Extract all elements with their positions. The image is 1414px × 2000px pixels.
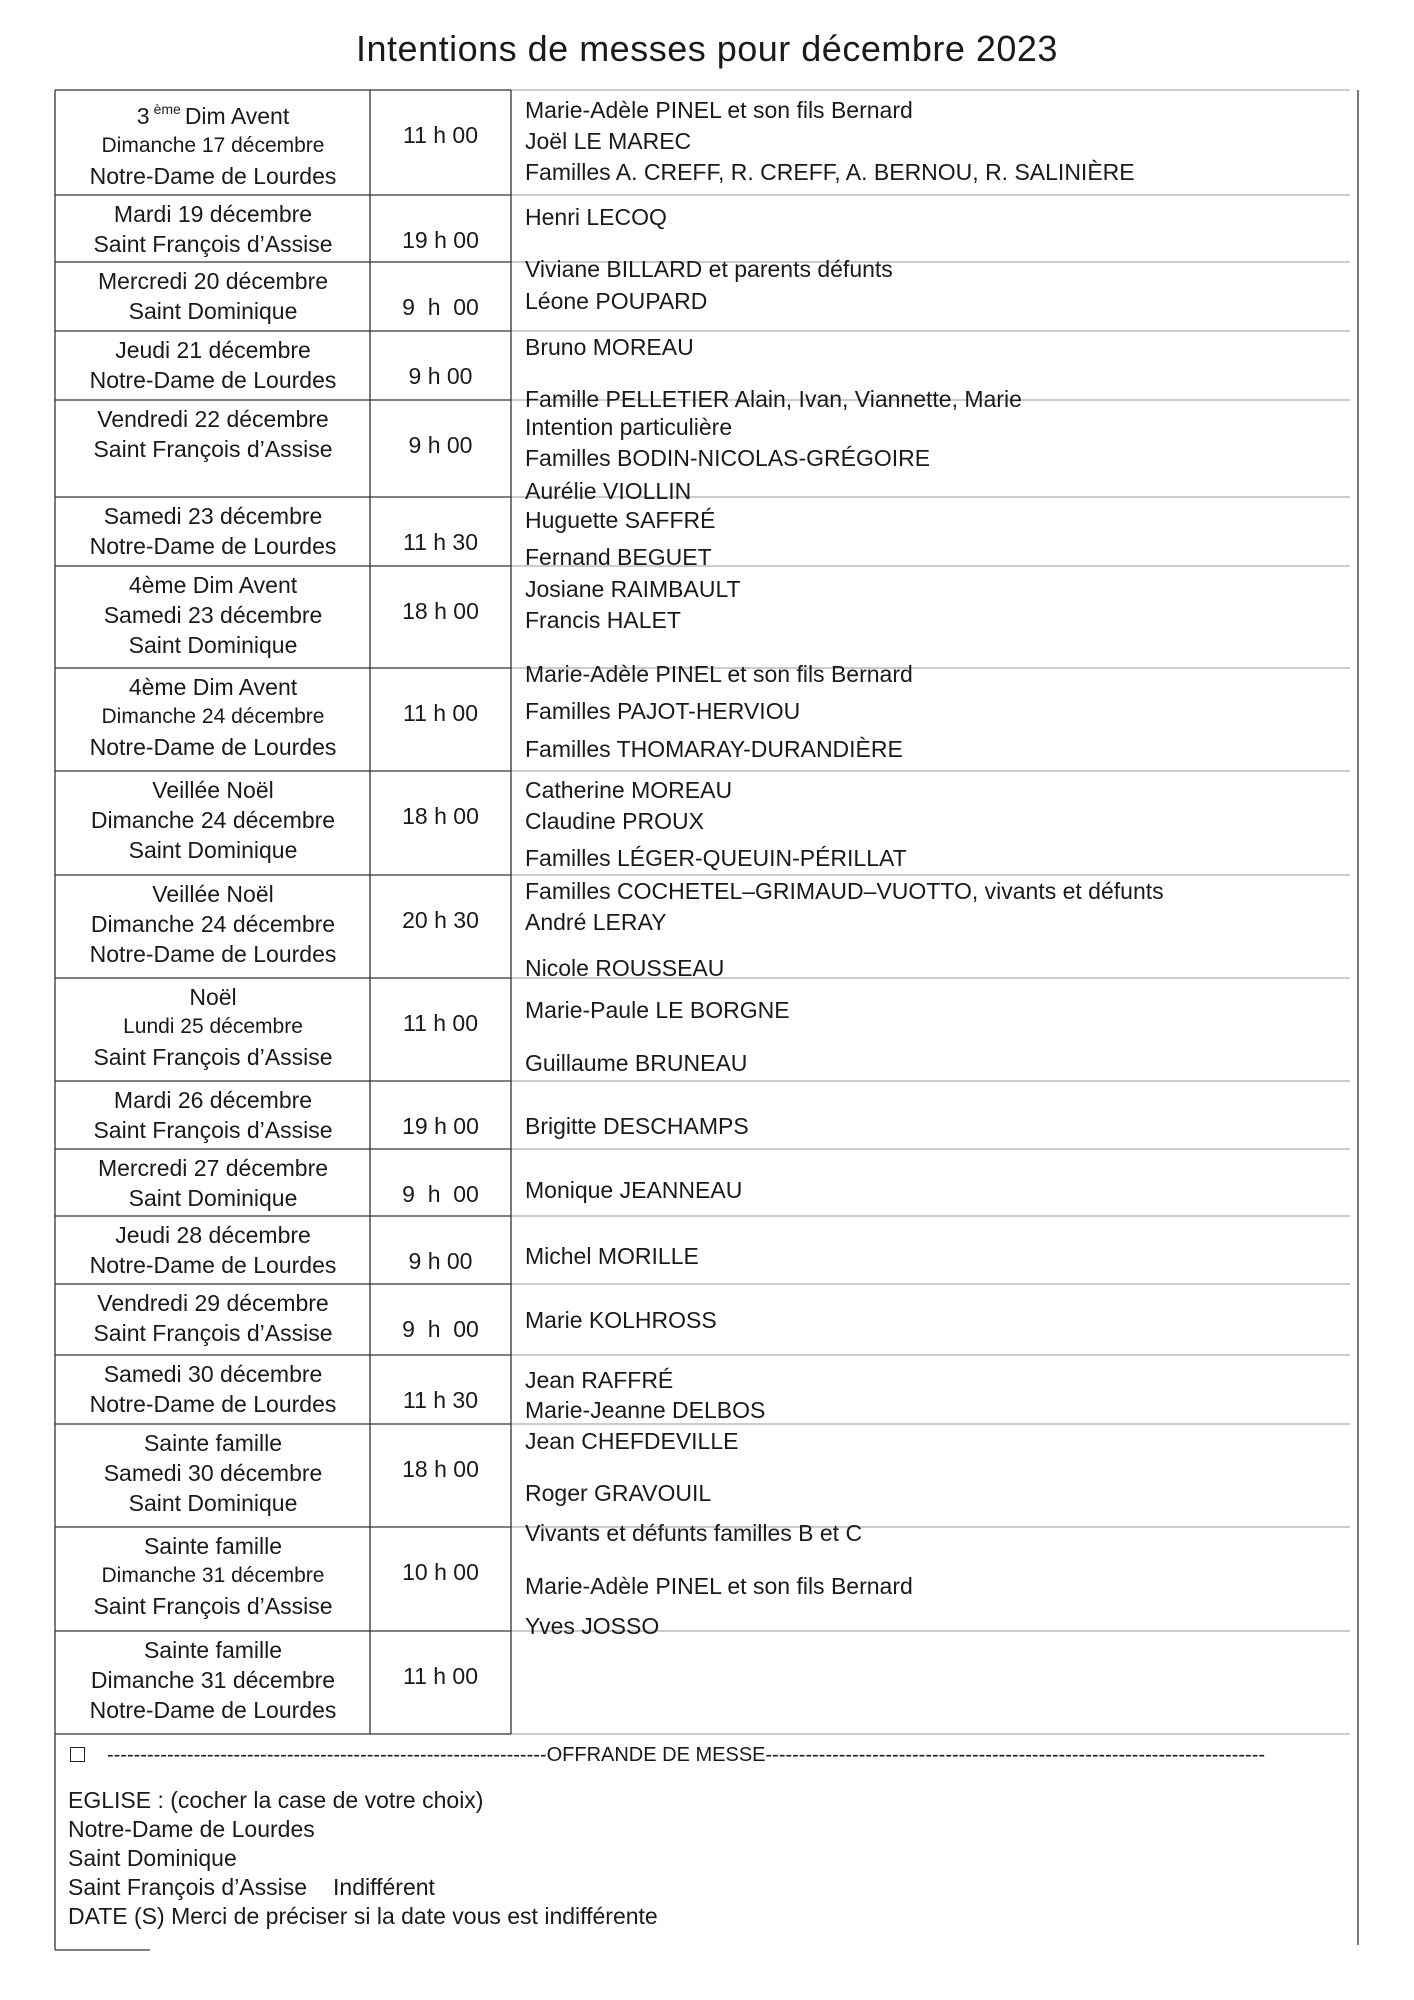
day-line (56, 335, 370, 365)
day-text: Dimanche 24 décembre (90, 911, 336, 937)
day-line (56, 365, 370, 395)
day-line (56, 1250, 370, 1280)
day-line (56, 835, 370, 865)
day-line (56, 1428, 370, 1458)
day-line (56, 531, 370, 561)
intention-line: Fernand BEGUET (525, 544, 712, 570)
day-line (56, 131, 370, 161)
intention-line: Marie-Jeanne DELBOS (525, 1397, 766, 1423)
time-cell: 11 h 00 (402, 1010, 479, 1036)
day-text: Notre-Dame de Lourdes (89, 1391, 337, 1417)
day-text: Sainte famille (143, 1430, 283, 1456)
day-cell (56, 400, 370, 497)
day-cell (56, 1081, 370, 1149)
day-line (56, 939, 370, 969)
day-text: 3 (136, 103, 150, 129)
time-cell: 9 h 00 (408, 1248, 473, 1274)
time-cell: 19 h 00 (402, 227, 479, 253)
time-cell: 20 h 30 (402, 907, 479, 933)
day-line (56, 1220, 370, 1250)
day-cell (56, 771, 370, 875)
day-line (56, 1012, 370, 1042)
day-cell (56, 875, 370, 978)
day-line (56, 434, 370, 464)
day-text: Notre-Dame de Lourdes (89, 1697, 337, 1723)
time-cell: 18 h 00 (402, 598, 479, 624)
day-line (56, 732, 370, 762)
day-cell (56, 1424, 370, 1527)
day-line (56, 1695, 370, 1725)
day-text: Saint François d’Assise (93, 1117, 333, 1143)
day-line (56, 1635, 370, 1665)
day-text: Mardi 26 décembre (113, 1087, 313, 1113)
day-cell (56, 1284, 370, 1355)
day-line (56, 229, 370, 259)
day-cell (56, 90, 370, 195)
time-cell: 18 h 00 (402, 803, 479, 829)
day-text: Notre-Dame de Lourdes (89, 734, 337, 760)
day-text: Mercredi 20 décembre (97, 268, 329, 294)
day-cell (56, 978, 370, 1081)
intention-line: Josiane RAIMBAULT (525, 576, 741, 602)
intention-line: Monique JEANNEAU (525, 1177, 743, 1203)
day-line (56, 1665, 370, 1695)
intention-line: Familles A. CREFF, R. CREFF, A. BERNOU, R. SALINIÈRE (525, 159, 1135, 185)
offrande-label: OFFRANDE DE MESSE (546, 1744, 766, 1766)
intention-line: Huguette SAFFRÉ (525, 507, 716, 533)
day-line (56, 600, 370, 630)
day-text: Veillée Noël (152, 881, 274, 907)
intention-line: Jean CHEFDEVILLE (525, 1428, 739, 1454)
time-cell: 11 h 30 (402, 1387, 479, 1413)
day-text: Sainte famille (143, 1533, 283, 1559)
day-line (56, 1085, 370, 1115)
day-line (56, 199, 370, 229)
time-cell: 11 h 00 (402, 700, 479, 726)
day-text: Saint Dominique (128, 1185, 298, 1211)
time-cell: 9 h 00 (402, 1181, 479, 1207)
page-title: Intentions de messes pour décembre 2023 (356, 28, 1058, 69)
dashes-left: ------------------------------------------------------------------ (107, 1744, 547, 1766)
time-cell: 9 h 00 (408, 363, 473, 389)
day-text: Saint François d’Assise (93, 1593, 333, 1619)
time-cell: 9 h 00 (402, 1316, 479, 1342)
intention-line: Joël LE MAREC (525, 128, 692, 154)
intention-line: Claudine PROUX (525, 808, 704, 834)
intention-line: Vivants et défunts familles B et C (525, 1520, 863, 1546)
intention-line: Marie-Paule LE BORGNE (525, 997, 790, 1023)
day-line (56, 630, 370, 660)
day-text: Notre-Dame de Lourdes (89, 163, 337, 189)
day-text: Saint François d’Assise (93, 436, 333, 462)
day-line (56, 1359, 370, 1389)
intention-line: Marie-Adèle PINEL et son fils Bernard (525, 97, 913, 123)
day-text: Veillée Noël (152, 777, 274, 803)
day-text: Vendredi 29 décembre (97, 1290, 329, 1316)
intention-line: Bruno MOREAU (525, 334, 694, 360)
intention-line: Catherine MOREAU (525, 777, 733, 803)
intention-line: Brigitte DESCHAMPS (525, 1113, 749, 1139)
day-line (56, 1488, 370, 1518)
day-cell (56, 497, 370, 566)
day-cell (56, 1149, 370, 1216)
day-text: Samedi 23 décembre (103, 602, 323, 628)
time-cell: 9 h 00 (408, 432, 473, 458)
day-line (56, 1042, 370, 1072)
offrande-form (68, 1786, 658, 1931)
intention-line: Familles PAJOT-HERVIOU (525, 698, 801, 724)
day-text: Dimanche 17 décembre (101, 134, 325, 157)
intention-line: André LERAY (525, 909, 667, 935)
day-cell (56, 195, 370, 262)
day-text: Mardi 19 décembre (113, 201, 313, 227)
intention-line: Léone POUPARD (525, 288, 708, 314)
option-saint-dominique[interactable]: Saint Dominique (68, 1845, 237, 1871)
day-line (56, 94, 370, 131)
day-text: Notre-Dame de Lourdes (89, 533, 337, 559)
day-text: Samedi 23 décembre (103, 503, 323, 529)
day-line (56, 1458, 370, 1488)
intention-line: Marie KOLHROSS (525, 1307, 717, 1333)
intention-line: Viviane BILLARD et parents défunts (525, 256, 893, 282)
day-line (56, 1288, 370, 1318)
day-line (56, 1183, 370, 1213)
day-line (56, 570, 370, 600)
offrande-separator (70, 1740, 1350, 1770)
option-saint-francois[interactable]: Saint François d’Assise (68, 1874, 308, 1900)
time-cell: 19 h 00 (402, 1113, 479, 1139)
day-line (56, 296, 370, 326)
day-text: Mercredi 27 décembre (97, 1155, 329, 1181)
intention-line: Marie-Adèle PINEL et son fils Bernard (525, 661, 913, 687)
day-line (56, 775, 370, 805)
day-line (56, 1389, 370, 1419)
day-text: Saint Dominique (128, 837, 298, 863)
day-line (56, 1531, 370, 1561)
day-cell (56, 262, 370, 331)
day-text: Dimanche 24 décembre (101, 705, 325, 728)
time-cell: 9 h 00 (402, 294, 479, 320)
day-line (56, 1115, 370, 1145)
day-text: Saint Dominique (128, 298, 298, 324)
day-cell (56, 331, 370, 400)
intention-line: Nicole ROUSSEAU (525, 955, 725, 981)
intention-line: Jean RAFFRÉ (525, 1367, 674, 1393)
intention-line: Aurélie VIOLLIN (525, 478, 692, 504)
intention-line: Familles BODIN-NICOLAS-GRÉGOIRE (525, 445, 931, 471)
day-text: Notre-Dame de Lourdes (89, 367, 337, 393)
day-cell (56, 1355, 370, 1424)
day-text: Dimanche 31 décembre (101, 1564, 325, 1587)
day-text: Saint Dominique (128, 1490, 298, 1516)
day-text: Noël (189, 984, 237, 1010)
intention-line: Roger GRAVOUIL (525, 1480, 712, 1506)
intention-line: Familles COCHETEL–GRIMAUD–VUOTTO, vivants et défunts (525, 878, 1164, 904)
day-text-after: Dim Avent (184, 103, 290, 129)
day-line (56, 1318, 370, 1348)
time-cell: 10 h 00 (402, 1559, 479, 1585)
intention-line: Marie-Adèle PINEL et son fils Bernard (525, 1573, 913, 1599)
intention-line: Yves JOSSO (525, 1613, 660, 1639)
intention-line: Guillaume BRUNEAU (525, 1050, 748, 1076)
day-cell (56, 668, 370, 771)
day-text: Notre-Dame de Lourdes (89, 1252, 337, 1278)
intention-line: Francis HALET (525, 607, 681, 633)
day-line (56, 161, 370, 191)
day-text: Vendredi 22 décembre (97, 406, 329, 432)
time-cell: 11 h 00 (402, 122, 479, 148)
day-text: Saint François d’Assise (93, 1044, 333, 1070)
intention-line: Intention particulière (525, 414, 733, 440)
day-line (56, 404, 370, 434)
day-text: Samedi 30 décembre (103, 1361, 323, 1387)
checkbox-icon[interactable] (70, 1747, 85, 1762)
day-text: Saint Dominique (128, 632, 298, 658)
day-text: 4ème Dim Avent (128, 674, 298, 700)
day-text: Dimanche 31 décembre (90, 1667, 336, 1693)
day-text: 4ème Dim Avent (128, 572, 298, 598)
day-text: Jeudi 28 décembre (115, 1222, 311, 1248)
option-notre-dame[interactable]: Notre-Dame de Lourdes (68, 1816, 315, 1842)
time-cell: 11 h 30 (402, 529, 479, 555)
intention-line: Familles LÉGER-QUEUIN-PÉRILLAT (525, 845, 907, 871)
intention-line: Famille PELLETIER Alain, Ivan, Viannette, Marie (525, 386, 1022, 412)
day-text: Lundi 25 décembre (123, 1015, 303, 1038)
day-text: Sainte famille (143, 1637, 283, 1663)
option-indifferent[interactable]: Indifférent (333, 1874, 435, 1900)
day-text: Saint François d’Assise (93, 1320, 333, 1346)
day-line (56, 805, 370, 835)
day-cell (56, 1631, 370, 1734)
day-line (56, 1591, 370, 1621)
time-cell: 18 h 00 (402, 1456, 479, 1482)
day-text: Dimanche 24 décembre (90, 807, 336, 833)
day-cell (56, 566, 370, 668)
day-line (56, 266, 370, 296)
day-text: Saint François d’Assise (93, 231, 333, 257)
time-cell: 11 h 00 (402, 1663, 479, 1689)
ordinal-suffix: ème (153, 101, 181, 117)
day-cell (56, 1527, 370, 1631)
day-line (56, 982, 370, 1012)
day-line (56, 672, 370, 702)
eglise-label: EGLISE : (cocher la case de votre choix) (68, 1787, 484, 1813)
intention-line: Henri LECOQ (525, 204, 667, 230)
day-line (56, 909, 370, 939)
day-line (56, 501, 370, 531)
day-line (56, 1153, 370, 1183)
day-cell (56, 1216, 370, 1284)
dashes-right: --------------------------------------------------------------------------- (765, 1744, 1266, 1766)
day-line (56, 702, 370, 732)
date-label: DATE (S) Merci de préciser si la date vous est indifférente (68, 1903, 658, 1929)
intention-line: Michel MORILLE (525, 1243, 699, 1269)
day-text: Samedi 30 décembre (103, 1460, 323, 1486)
intention-line: Familles THOMARAY-DURANDIÈRE (525, 736, 903, 762)
day-line (56, 879, 370, 909)
day-line (56, 1561, 370, 1591)
day-text: Notre-Dame de Lourdes (89, 941, 337, 967)
day-text: Jeudi 21 décembre (115, 337, 311, 363)
